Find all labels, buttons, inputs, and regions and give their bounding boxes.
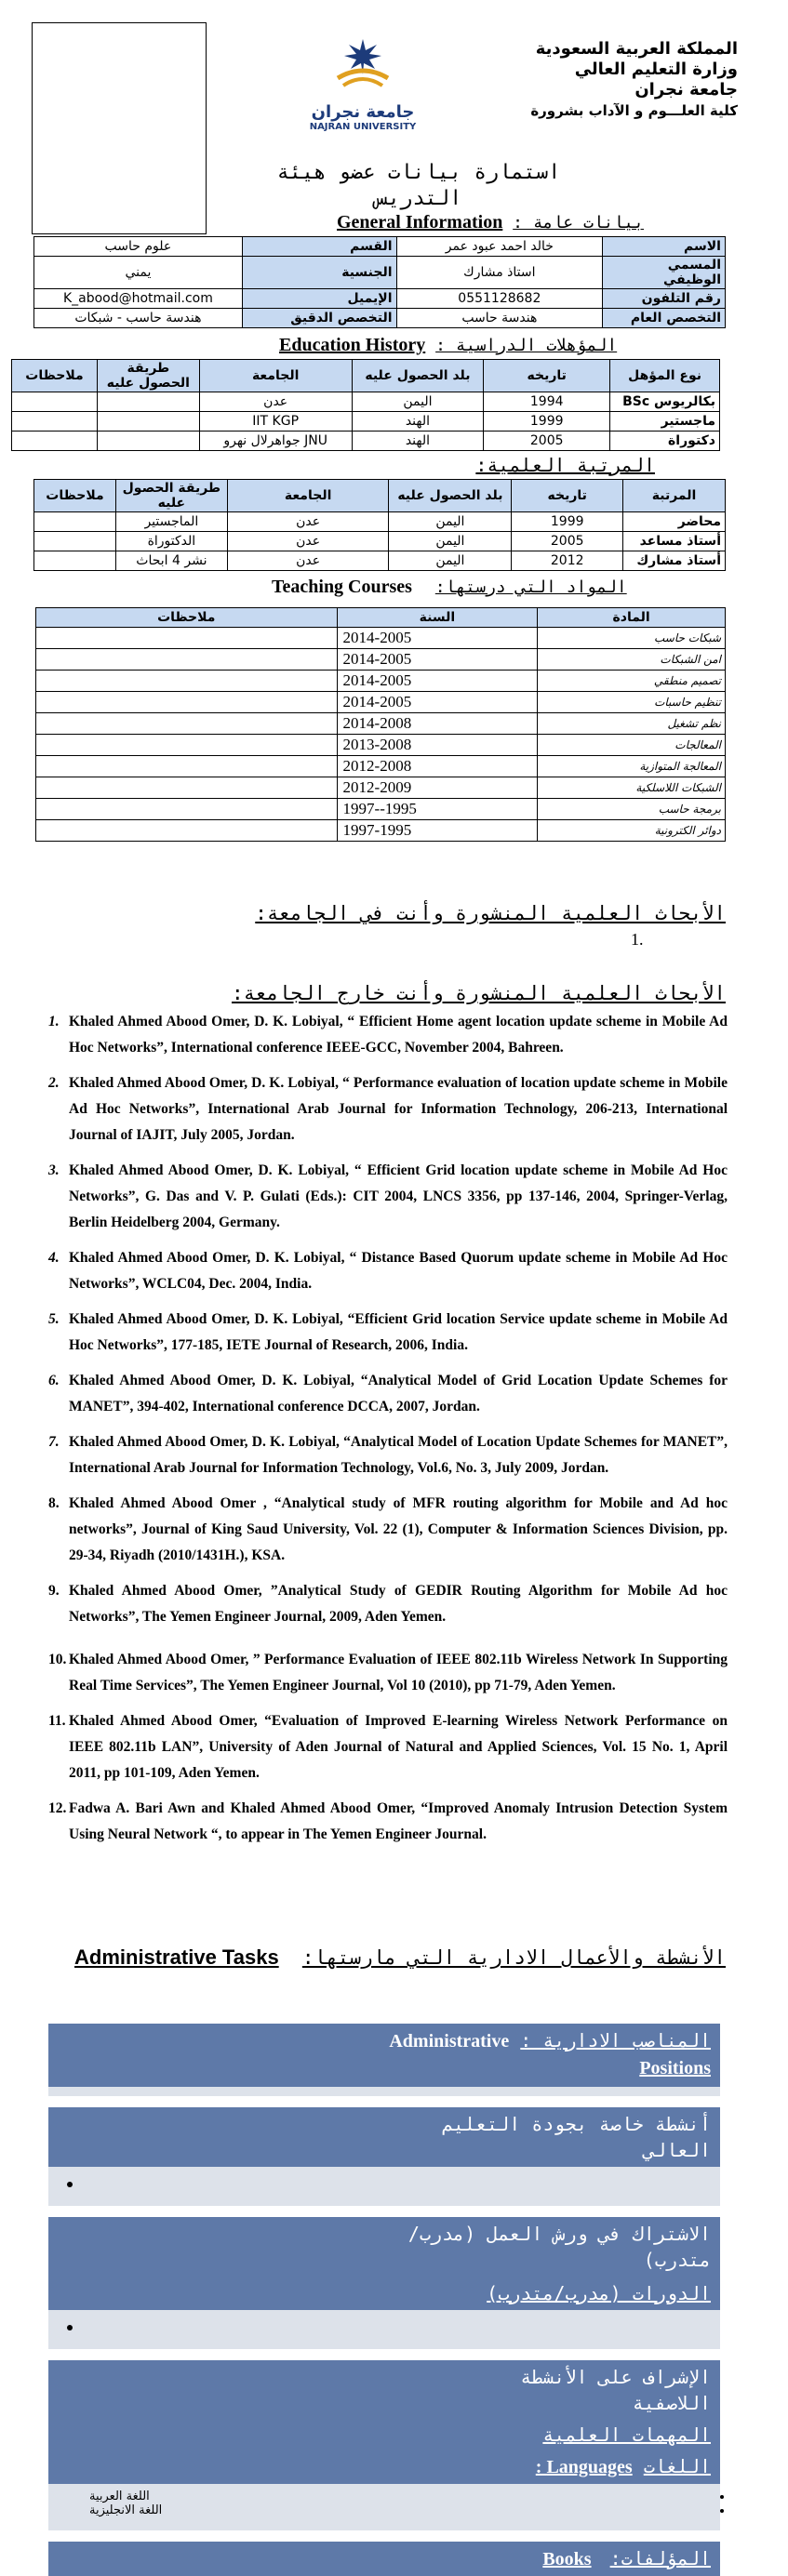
rank-cell (34, 512, 116, 532)
publication-item (48, 1070, 728, 1149)
general-info-heading (337, 212, 644, 233)
education-row (12, 412, 720, 432)
course-year: 1997--1995 (337, 799, 538, 820)
general-label-2: القسم (242, 237, 396, 257)
rank-row (34, 512, 726, 532)
publication-text: Khaled Ahmed Abood Omer, D. K. Lobiyal, “Analytical Model of Location Update Schemes for MANET”, International Arab Journal for Information Technology, Vol.6, No. 3, July 2009, Jordan. (69, 1434, 728, 1476)
column-header: نوع المؤهل (610, 360, 720, 392)
research-in-item-number: 1. (631, 930, 644, 949)
course-notes (36, 713, 338, 735)
languages-title-ar: اللغات (643, 2455, 711, 2477)
education-cell (12, 392, 98, 412)
course-row (36, 756, 726, 777)
books-band (48, 2542, 720, 2576)
rank-cell: 2005 (512, 532, 623, 551)
course-notes (36, 649, 338, 671)
publication-number: 8. (48, 1495, 60, 1511)
university-name: جامعة نجران (634, 80, 738, 100)
bullet-icon (67, 2325, 73, 2330)
column-header: ملاحظات (36, 608, 338, 628)
scientific-tasks-title: المهمات العلمية (542, 2423, 711, 2446)
course-year: 2014-2005 (337, 692, 538, 713)
form-title-line2: التدريس (375, 187, 462, 210)
institution-header (440, 39, 738, 121)
column-header: طريقة الحصول عليه (97, 360, 199, 392)
course-row (36, 777, 726, 799)
course-year: 2014-2008 (337, 713, 538, 735)
course-year: 2014-2005 (337, 649, 538, 671)
education-cell: 2005 (484, 432, 610, 451)
education-cell (12, 412, 98, 432)
admin-positions-band (48, 2024, 720, 2087)
rank-table (33, 479, 726, 571)
general-value-1: خالد احمد عبود عمر (396, 237, 603, 257)
course-subject: المعالجات (538, 735, 726, 756)
general-info-row (34, 237, 726, 257)
course-year: 2012-2009 (337, 777, 538, 799)
publication-item (48, 1158, 728, 1236)
course-notes (36, 628, 338, 649)
rank-cell: نشر 4 ابحاث (115, 551, 227, 571)
course-notes (36, 820, 338, 842)
rank-cell (34, 551, 116, 571)
education-cell: الهند (352, 412, 484, 432)
general-label-1: المسمي الوظيفي (603, 257, 726, 289)
supervision-title: الإشراف على الأنشطة اللاصفية (520, 2366, 711, 2414)
general-label-2: التخصص الدقيق (242, 309, 396, 328)
column-header: بلد الحصول عليه (389, 480, 512, 512)
general-value-1: 0551128682 (396, 289, 603, 309)
quality-content (48, 2167, 720, 2206)
publication-text: Khaled Ahmed Abood Omer, D. K. Lobiyal, “ Performance evaluation of location update scheme in Mobile Ad Hoc Networks”, International Arab Journal for Information Technology, 206-213, International Journal of IAJIT, July 2005, Jordan. (69, 1075, 728, 1143)
course-subject: الشبكات اللاسلكية (538, 777, 726, 799)
publication-text: Khaled Ahmed Abood Omer, ”Analytical Study of GEDIR Routing Algorithm for Mobile Ad hoc Networks”, The Yemen Engineer Journal, 2009, Aden Yemen. (69, 1583, 728, 1625)
column-header: الجامعة (199, 360, 352, 392)
courses-table (35, 607, 726, 842)
column-header: ملاحظات (34, 480, 116, 512)
education-cell (97, 412, 199, 432)
education-table (11, 359, 720, 451)
publication-text: Khaled Ahmed Abood Omer, D. K. Lobiyal, “ Efficient Grid location update scheme in Mobile Ad Hoc Networks”, G. Das and V. P. Gulati (Eds.): CIT 2004, LNCS 3356, pp 137-146, 2004, Springer-Verlag, Berlin Heidelberg 2004, Germany. (69, 1162, 728, 1230)
course-subject: شبكات حاسب (538, 628, 726, 649)
rank-cell: اليمن (389, 512, 512, 532)
bullet-icon (67, 2182, 73, 2187)
general-value-1: هندسة حاسب (396, 309, 603, 328)
course-row (36, 713, 726, 735)
publication-item (48, 1647, 728, 1699)
course-subject: برمجة حاسب (538, 799, 726, 820)
course-notes (36, 671, 338, 692)
course-year: 2014-2005 (337, 628, 538, 649)
education-title-en: Education History (279, 335, 426, 355)
logo-emblem-icon (330, 37, 395, 95)
general-label-1: الاسم (603, 237, 726, 257)
publication-item (48, 1368, 728, 1420)
course-year: 2013-2008 (337, 735, 538, 756)
general-value-2: علوم حاسب (34, 237, 243, 257)
admin-title-ar: الأنشطة والأعمال الادارية التي مارستها: (301, 1946, 726, 1969)
rank-cell: عدن (227, 551, 389, 571)
positions-title-en-1: Administrative (389, 2031, 510, 2052)
languages-list (48, 2484, 720, 2530)
publication-number: 4. (48, 1250, 60, 1266)
course-subject: تنظيم حاسبات (538, 692, 726, 713)
rank-cell: اليمن (389, 532, 512, 551)
education-cell (97, 432, 199, 451)
general-info-title-en: General Information (337, 212, 503, 232)
training-courses-title: الدورات (مدرب/متدرب) (487, 2282, 711, 2304)
column-header: المادة (538, 608, 726, 628)
course-row (36, 671, 726, 692)
education-row (12, 392, 720, 412)
publication-text: Fadwa A. Bari Awn and Khaled Ahmed Abood Omer, “Improved Anomaly Intrusion Detection System Using Neural Network “, to appear in The Yemen Engineer Journal. (69, 1800, 728, 1842)
workshops-band (48, 2217, 720, 2310)
education-title-ar: المؤهلات الدراسية : (435, 336, 618, 355)
publication-text: Khaled Ahmed Abood Omer , “Analytical study of MFR routing algorithm for Mobile and Ad hoc networks”, Journal of King Saud University, Vol. 22 (1), Computer & Information Sciences Division, pp. 29-34, Riyadh (2010/1431H.), KSA. (69, 1495, 728, 1563)
publication-number: 11. (48, 1713, 66, 1729)
publication-text: Khaled Ahmed Abood Omer, D. K. Lobiyal, “Efficient Grid location Service update scheme in Mobile Ad Hoc Networks”, 177-185, IETE Journal of Research, 2006, India. (69, 1311, 728, 1353)
language-item: • اللغة الانجليزية (89, 2503, 711, 2517)
rank-cell: أستاذ مساعد (623, 532, 726, 551)
course-notes (36, 735, 338, 756)
column-header: طريقة الحصول عليه (115, 480, 227, 512)
column-header: ملاحظات (12, 360, 98, 392)
education-cell: 1999 (484, 412, 610, 432)
education-cell: الهند (352, 432, 484, 451)
logo-english-name: NAJRAN UNIVERSITY (309, 122, 417, 132)
rank-cell: الماجستير (115, 512, 227, 532)
general-info-row (34, 289, 726, 309)
education-cell: بكالريوس BSc (610, 392, 720, 412)
publication-number: 5. (48, 1311, 60, 1327)
publication-text: Khaled Ahmed Abood Omer, ” Performance Evaluation of IEEE 802.11b Wireless Network In Supporting Real Time Services”, The Yemen Engineer Journal, Vol 10 (2010), pp 71-79, Aden Yemen. (69, 1652, 728, 1693)
general-value-2: K_abood@hotmail.com (34, 289, 243, 309)
books-title-en: Books (542, 2549, 592, 2569)
courses-heading (272, 577, 627, 598)
publication-item (48, 1245, 728, 1297)
publication-item (48, 1307, 728, 1359)
courses-title-ar: المواد التي درستها: (434, 578, 627, 597)
positions-content (48, 2087, 720, 2096)
column-header: بلد الحصول عليه (352, 360, 484, 392)
education-row (12, 432, 720, 451)
education-cell: IIT KGP (199, 412, 352, 432)
rank-cell: اليمن (389, 551, 512, 571)
publication-item (48, 1708, 728, 1786)
publication-text: Khaled Ahmed Abood Omer, D. K. Lobiyal, “ Efficient Home agent location update scheme in Mobile Ad Hoc Networks”, International conference IEEE-GCC, November 2004, Bahreen. (69, 1014, 728, 1056)
publication-item (48, 1578, 728, 1630)
general-info-table (33, 236, 726, 328)
publication-number: 10. (48, 1652, 67, 1667)
course-subject: تصميم منطقي (538, 671, 726, 692)
course-year: 2014-2005 (337, 671, 538, 692)
research-in-heading: الأبحاث العلمية المنشورة وأنت في الجامعة: (255, 902, 726, 924)
education-cell (97, 392, 199, 412)
course-notes (36, 692, 338, 713)
publication-item (48, 1429, 728, 1481)
general-info-title-ar: بيانات عامة : (513, 213, 645, 232)
publication-text: Khaled Ahmed Abood Omer, D. K. Lobiyal, “Analytical Model of Grid Location Update Schemes for MANET”, 394-402, International conference DCCA, 2007, Jordan. (69, 1373, 728, 1414)
publication-text: Khaled Ahmed Abood Omer, “Evaluation of Improved E-learning Wireless Network Performance on IEEE 802.11b LAN”, University of Aden Journal of Natural and Applied Sciences, Vol. 15 No. 1, April 2011, pp 101-109, Aden Yemen. (69, 1713, 728, 1781)
course-subject: امن الشبكات (538, 649, 726, 671)
publication-item (48, 1796, 728, 1848)
admin-heading (74, 1945, 726, 1970)
education-cell: 1994 (484, 392, 610, 412)
rank-cell: الدكتوراة (115, 532, 227, 551)
admin-title-en: Administrative Tasks (74, 1945, 279, 1969)
publication-number: 1. (48, 1014, 60, 1029)
course-row (36, 735, 726, 756)
general-label-1: التخصص العام (603, 309, 726, 328)
course-row (36, 799, 726, 820)
general-info-row (34, 257, 726, 289)
rank-cell: عدن (227, 512, 389, 532)
positions-title-ar: المناصب الادارية : (520, 2029, 711, 2052)
course-row (36, 649, 726, 671)
photo-placeholder (32, 22, 207, 234)
spacer (48, 2206, 720, 2217)
books-title-ar: المؤلفات: (609, 2547, 711, 2569)
rank-cell: عدن (227, 532, 389, 551)
rank-row (34, 551, 726, 571)
rank-cell: أستاذ مشارك (623, 551, 726, 571)
spacer (48, 2349, 720, 2360)
supervision-band (48, 2360, 720, 2484)
publication-item (48, 1491, 728, 1569)
general-value-2: يمني (34, 257, 243, 289)
workshops-content (48, 2310, 720, 2349)
course-year: 1997-1995 (337, 820, 538, 842)
spacer (48, 2530, 720, 2542)
ministry-name: وزارة التعليم العالي (574, 60, 738, 79)
form-title-line1: استمارة بيانات عضو هيئة (276, 161, 561, 184)
course-year: 2012-2008 (337, 756, 538, 777)
education-cell: ماجستير (610, 412, 720, 432)
column-header: الجامعة (227, 480, 389, 512)
spacer (48, 2096, 720, 2107)
publication-number: 7. (48, 1434, 60, 1450)
courses-title-en: Teaching Courses (272, 577, 412, 597)
publication-number: 12. (48, 1800, 67, 1816)
publication-number: 2. (48, 1075, 60, 1091)
general-label-2: الإيميل (242, 289, 396, 309)
university-logo (307, 37, 419, 139)
rank-row (34, 532, 726, 551)
logo-arabic-name: جامعة نجران (311, 102, 415, 122)
rank-cell (34, 532, 116, 551)
rank-cell: 1999 (512, 512, 623, 532)
form-title (233, 160, 605, 212)
course-subject: نظم تشغيل (538, 713, 726, 735)
publication-number: 3. (48, 1162, 60, 1178)
education-heading (279, 335, 617, 356)
course-row (36, 628, 726, 649)
education-cell: جواهرلال نهرو JNU (199, 432, 352, 451)
column-header: تاريخه (512, 480, 623, 512)
course-subject: دوائر الكترونية (538, 820, 726, 842)
course-row (36, 692, 726, 713)
general-label-1: رقم التلفون (603, 289, 726, 309)
publications-list (48, 1009, 728, 1857)
rank-heading: المرتبة العلمية: (475, 454, 655, 476)
column-header: تاريخه (484, 360, 610, 392)
course-notes (36, 756, 338, 777)
education-cell: عدن (199, 392, 352, 412)
languages-title-en: Languages : (535, 2457, 633, 2477)
research-out-heading: الأبحاث العلمية المنشورة وأنت خارج الجامعة: (231, 982, 726, 1004)
course-row (36, 820, 726, 842)
course-subject: المعالجة المتوازية (538, 756, 726, 777)
kingdom-name: المملكة العربية السعودية (535, 39, 738, 59)
general-info-row (34, 309, 726, 328)
course-notes (36, 799, 338, 820)
course-notes (36, 777, 338, 799)
education-cell: اليمن (352, 392, 484, 412)
general-value-2: هندسة حاسب - شبكات (34, 309, 243, 328)
publication-item (48, 1009, 728, 1061)
quality-band (48, 2107, 720, 2167)
education-cell: دكتوراة (610, 432, 720, 451)
rank-cell: محاضر (623, 512, 726, 532)
admin-panel (48, 2024, 720, 2576)
column-header: السنة (337, 608, 538, 628)
rank-cell: 2012 (512, 551, 623, 571)
general-value-1: استاذ مشارك (396, 257, 603, 289)
publication-number: 9. (48, 1583, 60, 1599)
general-label-2: الجنسية (242, 257, 396, 289)
positions-title-en-2: Positions (639, 2058, 711, 2078)
publication-number: 6. (48, 1373, 60, 1388)
quality-title: أنشطة خاصة بجودة التعليم العالي (442, 2113, 711, 2161)
workshops-title: الاشتراك في ورش العمل (مدرب/متدرب) (407, 2223, 711, 2271)
language-item: • اللغة العربية (89, 2490, 711, 2503)
column-header: المرتبة (623, 480, 726, 512)
publication-text: Khaled Ahmed Abood Omer, D. K. Lobiyal, “ Distance Based Quorum update scheme in Mobile Ad Hoc Networks”, WCLC04, Dec. 2004, India. (69, 1250, 728, 1292)
education-cell (12, 432, 98, 451)
college-name: كلية العلـــوم و الآداب بشرورة (530, 102, 738, 119)
